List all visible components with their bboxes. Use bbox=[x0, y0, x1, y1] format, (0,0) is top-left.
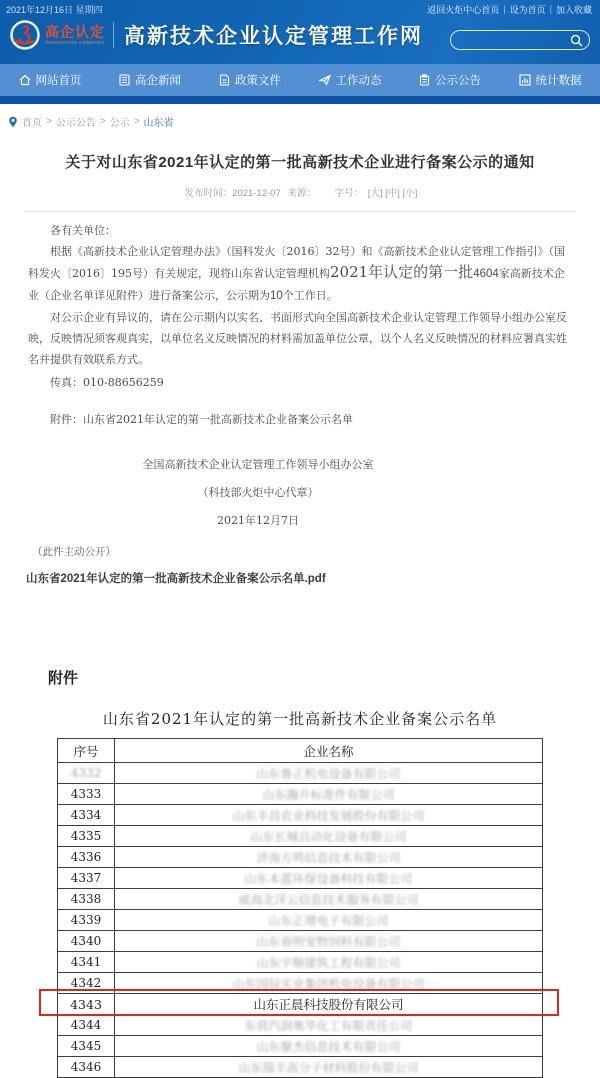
brand-divider bbox=[113, 22, 114, 48]
table-row bbox=[58, 931, 543, 952]
breadcrumb-separator: > bbox=[46, 116, 52, 127]
search-input[interactable] bbox=[450, 30, 590, 50]
column-header-serial: 序号 bbox=[58, 739, 115, 763]
table-row bbox=[58, 994, 543, 1015]
breadcrumb-announcements[interactable]: 公示公告 bbox=[55, 118, 96, 129]
public-disclosure-note: （此件主动公开） bbox=[32, 546, 116, 558]
breadcrumb-separator: > bbox=[99, 116, 106, 127]
serial-cell: 4337 bbox=[58, 868, 115, 889]
table-row bbox=[58, 763, 543, 784]
fax-number: 传真：010-88656259 bbox=[50, 376, 164, 389]
home-icon bbox=[19, 74, 31, 86]
breadcrumb-publicity[interactable]: 公示 bbox=[109, 118, 130, 129]
serial-cell: 4346 bbox=[58, 1057, 115, 1078]
serial-cell: 4332 bbox=[58, 763, 115, 784]
nav-label: 网站首页 bbox=[35, 75, 82, 87]
breadcrumb bbox=[0, 104, 600, 129]
attachment-heading: 附件 bbox=[48, 669, 79, 687]
signer-organization: 全国高新技术企业认定管理工作领导小组办公室 bbox=[142, 458, 374, 471]
company-name-cell: 山东宇顺建筑工程有限公司 bbox=[115, 952, 543, 973]
serial-cell: 4342 bbox=[58, 973, 115, 994]
table-row bbox=[58, 952, 543, 973]
link-set-homepage[interactable]: 设为首页 bbox=[509, 4, 546, 15]
site-logo-icon bbox=[10, 20, 40, 50]
logo-text bbox=[45, 25, 105, 46]
signature-date: 2021年12月7日 bbox=[217, 514, 299, 527]
company-name-cell: 山东春明宠物饲料有限公司 bbox=[115, 931, 543, 952]
fontsize-small-button[interactable]: [小] bbox=[402, 188, 418, 199]
fontsize-medium-button[interactable]: [中] bbox=[385, 188, 400, 199]
fontsize-label: 字号： bbox=[334, 188, 364, 199]
serial-cell: 4345 bbox=[58, 1036, 115, 1057]
nav-label: 高企新闻 bbox=[135, 75, 181, 87]
nav-label: 统计数据 bbox=[535, 75, 582, 87]
link-add-favorite[interactable]: 加入收藏 bbox=[555, 4, 592, 15]
logo-title: 高企认定 bbox=[45, 23, 105, 40]
company-name-cell: 山东瑞丰高分子材料股份有限公司 bbox=[115, 1057, 543, 1078]
serial-cell: 4343 bbox=[58, 994, 115, 1015]
attachment-reference: 附件：山东省2021年认定的第一批高新技术企业备案公示名单 bbox=[50, 413, 353, 426]
publish-date: 发布时间：2021-12-07 bbox=[184, 188, 281, 199]
table-row bbox=[58, 889, 543, 910]
column-header-company: 企业名称 bbox=[115, 739, 543, 763]
company-name-cell: 山东鲁正机电设备有限公司 bbox=[115, 763, 543, 784]
page-title: 关于对山东省2021年认定的第一批高新技术企业进行备案公示的通知 bbox=[65, 154, 535, 171]
signer-agent: （科技部火炬中心代章） bbox=[197, 486, 319, 499]
article-meta bbox=[28, 185, 572, 199]
nav-item-announcements[interactable] bbox=[400, 64, 500, 96]
table-row bbox=[58, 805, 543, 826]
site-header bbox=[0, 0, 600, 64]
company-name-cell: 东营汽润奥华化工有限责任公司 bbox=[115, 1015, 543, 1036]
company-name-cell: 山东正晨科技股份有限公司 bbox=[115, 994, 543, 1015]
table-row bbox=[58, 910, 543, 931]
meta-divider bbox=[24, 211, 576, 212]
nav-item-statistics[interactable] bbox=[500, 64, 600, 96]
nav-item-policy[interactable] bbox=[200, 64, 300, 96]
signature-block bbox=[28, 456, 488, 528]
serial-cell: 4340 bbox=[58, 931, 115, 952]
breadcrumb-separator: > bbox=[133, 116, 140, 127]
search-icon[interactable] bbox=[570, 34, 583, 47]
table-wrapper bbox=[57, 738, 543, 1078]
nav-accent-strip bbox=[0, 96, 600, 104]
table-row bbox=[58, 826, 543, 847]
serial-cell: 4336 bbox=[58, 847, 115, 868]
nav-label: 工作动态 bbox=[335, 75, 382, 87]
company-name-cell: 山东本蓝环保设备科技有限公司 bbox=[115, 868, 543, 889]
nav-item-updates[interactable] bbox=[300, 64, 400, 96]
salutation: 各有关单位： bbox=[50, 224, 116, 237]
attachment-pdf-link[interactable]: 山东省2021年认定的第一批高新技术企业备案公示名单.pdf bbox=[26, 573, 326, 585]
link-separator: | bbox=[549, 4, 552, 14]
company-name-cell: 山东正增电子有限公司 bbox=[115, 910, 543, 931]
article-body bbox=[28, 220, 572, 430]
paragraph-objection: 对公示企业有异议的，请在公示期内以实名、书面形式向全国高新技术企业认定管理工作领导小组办公室反映，反映情况须客观真实，以单位名义反映情况的材料需加盖单位公章，以个人名义反映情况的材料应署真实姓名并提供有效联系方式。 bbox=[28, 311, 567, 366]
fontsize-large-button[interactable]: [大] bbox=[367, 188, 383, 199]
site-title: 高新技术企业认定管理工作网 bbox=[124, 25, 424, 48]
company-name-cell: 山东长城自动化设备有限公司 bbox=[115, 826, 543, 847]
breadcrumb-home[interactable]: 首页 bbox=[22, 118, 42, 129]
table-row bbox=[58, 973, 543, 994]
clipboard-icon bbox=[419, 74, 430, 86]
company-name-cell: 山东聚杰信息技术有限公司 bbox=[115, 1036, 543, 1057]
serial-cell: 4341 bbox=[58, 952, 115, 973]
company-name-cell: 山东丰昌农业科技发展股份有限公司 bbox=[115, 805, 543, 826]
current-date: 2021年12月16日 星期四 bbox=[6, 4, 103, 15]
serial-cell: 4338 bbox=[58, 889, 115, 910]
source-label: 来源： bbox=[287, 188, 316, 199]
company-table bbox=[57, 738, 543, 1078]
nav-item-home[interactable] bbox=[0, 64, 100, 96]
paragraph-basis: 根据《高新技术企业认定管理办法》（国科发火〔2016〕32号）和《高新技术企业认定管理工作指引》（国科发火〔2016〕195号）有关规定，现将山东省认定管理机构2021年认定的第一批4604家高新技术企业（企业名单详见附件）进行备案公示，公示期为10个工作日。 bbox=[28, 245, 565, 302]
paper-plane-icon bbox=[319, 74, 331, 86]
table-row bbox=[58, 1036, 543, 1057]
serial-cell: 4335 bbox=[58, 826, 115, 847]
table-row bbox=[58, 1015, 543, 1036]
logo-subtitle: INNOVATION COMPANY bbox=[45, 39, 106, 45]
nav-label: 公示公告 bbox=[435, 75, 481, 87]
table-row bbox=[58, 784, 543, 805]
chart-icon bbox=[519, 74, 531, 86]
company-table-body bbox=[58, 763, 543, 1078]
serial-cell: 4339 bbox=[58, 910, 115, 931]
nav-item-news[interactable] bbox=[100, 64, 200, 96]
serial-cell: 4333 bbox=[58, 784, 115, 805]
main-nav bbox=[0, 64, 600, 96]
article bbox=[0, 151, 600, 587]
breadcrumb-current: 山东省 bbox=[143, 118, 174, 129]
nav-label: 政策文件 bbox=[235, 75, 281, 87]
serial-cell: 4344 bbox=[58, 1015, 115, 1036]
location-pin-icon bbox=[8, 116, 18, 128]
serial-cell: 4334 bbox=[58, 805, 115, 826]
table-header-row bbox=[58, 739, 543, 763]
link-torch-home[interactable]: 返回火炬中心首页 bbox=[427, 4, 500, 15]
table-row bbox=[58, 1057, 543, 1078]
table-row bbox=[58, 847, 543, 868]
top-links bbox=[427, 3, 592, 16]
company-name-cell: 济南方鸣信息技术有限公司 bbox=[115, 847, 543, 868]
table-row bbox=[58, 868, 543, 889]
policy-doc-icon bbox=[219, 74, 230, 86]
news-icon bbox=[119, 74, 130, 86]
table-title: 山东省2021年认定的第一批高新技术企业备案公示名单 bbox=[102, 710, 498, 728]
company-name-cell: 威海北洋云信息技术服务有限公司 bbox=[115, 889, 543, 910]
top-bar bbox=[0, 0, 600, 16]
link-separator: | bbox=[503, 4, 506, 14]
company-name-cell: 山东国辰实业集团机电设备有限公司 bbox=[115, 973, 543, 994]
company-name-cell: 山东瀚升标准件有限公司 bbox=[115, 784, 543, 805]
